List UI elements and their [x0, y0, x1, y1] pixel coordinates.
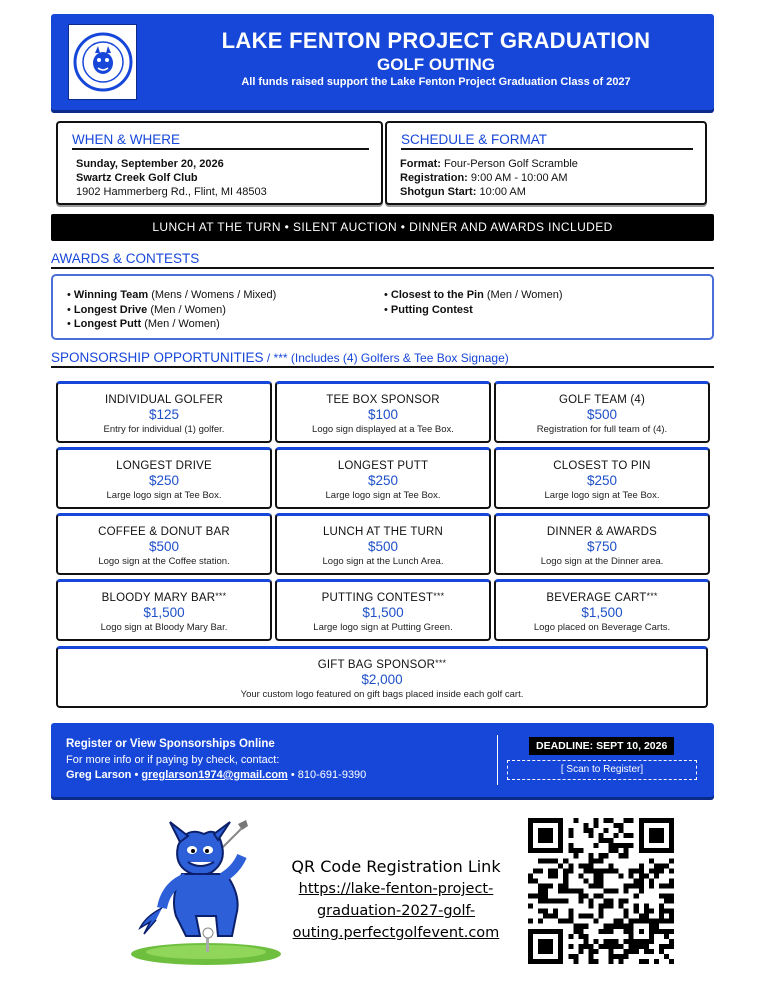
- sponsor-card: [56, 513, 272, 575]
- schedule-box: [385, 121, 707, 205]
- sponsor-desc: Your custom logo featured on gift bags placed inside each golf cart.: [240, 689, 524, 700]
- register-info: For more info or if paying by check, contact:: [66, 754, 280, 766]
- sponsor-name: DINNER & AWARDS: [546, 526, 658, 538]
- sponsor-price: $250: [148, 473, 180, 488]
- event-address: 1902 Hammerberg Rd., Flint, MI 48503: [76, 186, 267, 198]
- sponsor-stars: ***: [215, 591, 227, 601]
- award-item: • Longest Drive (Men / Women): [67, 303, 226, 316]
- sponsor-price: $250: [586, 473, 618, 488]
- contact-phone: • 810-691-9390: [287, 769, 367, 781]
- sponsor-card: [56, 579, 272, 641]
- scan-to-register[interactable]: [ Scan to Register]: [507, 760, 697, 780]
- schedule-heading: SCHEDULE & FORMAT: [401, 132, 693, 150]
- sponsor-name: COFFEE & DONUT BAR: [98, 526, 230, 538]
- sponsor-card: [275, 447, 491, 509]
- sponsor-desc: Logo sign displayed at a Tee Box.: [312, 424, 454, 435]
- event-subtitle: GOLF OUTING: [376, 55, 496, 74]
- sponsor-name: PUTTING CONTEST: [321, 592, 434, 604]
- sponsor-name: LONGEST PUTT: [337, 460, 429, 472]
- sponsor-name: LUNCH AT THE TURN: [322, 526, 444, 538]
- sponsor-stars: ***: [433, 591, 445, 601]
- sponsor-desc: Logo sign at Bloody Mary Bar.: [100, 622, 228, 633]
- sponsor-card: [56, 381, 272, 443]
- awards-box: [51, 274, 714, 340]
- sponsor-card-gift-bag: GIFT BAG SPONSOR*** $2,000 Your custom logo featured on gift bags placed inside each golf cart.: [56, 646, 708, 708]
- sponsor-desc: Logo sign at the Coffee station.: [98, 556, 230, 567]
- event-venue: Swartz Creek Golf Club: [76, 172, 198, 184]
- contact-email-link[interactable]: greglarson1974@gmail.com: [141, 769, 288, 781]
- sponsor-price: $250: [367, 473, 399, 488]
- sponsor-desc: Large logo sign at Tee Box.: [106, 490, 222, 501]
- sponsor-price: $1,500: [581, 605, 623, 620]
- sponsor-card: [275, 381, 491, 443]
- sponsor-price: $1,500: [143, 605, 185, 620]
- sponsor-card: [494, 579, 710, 641]
- awards-heading: AWARDS & CONTESTS: [51, 251, 714, 269]
- sponsor-desc: Logo sign at the Dinner area.: [540, 556, 664, 567]
- sponsor-price: $500: [148, 539, 180, 554]
- contact-name: Greg Larson: [66, 769, 132, 781]
- sponsor-card: [494, 447, 710, 509]
- sponsorship-heading-note: / *** (Includes (4) Golfers & Tee Box Signage): [263, 351, 509, 365]
- registration-link[interactable]: https://lake-fenton-project- graduation-2027-golf- outing.perfectgolfevent.com: [292, 881, 500, 941]
- sponsor-card: [275, 513, 491, 575]
- sponsor-desc: Logo placed on Beverage Carts.: [533, 622, 671, 633]
- format-value: Four-Person Golf Scramble: [444, 158, 578, 170]
- sponsor-price: $2,000: [361, 672, 403, 687]
- awards-right-list: [384, 288, 562, 317]
- sponsorship-heading: SPONSORSHIP OPPORTUNITIES / *** (Includes (4) Golfers & Tee Box Signage): [51, 350, 714, 368]
- sponsor-name: INDIVIDUAL GOLFER: [105, 394, 223, 406]
- sponsor-name: LONGEST DRIVE: [116, 460, 212, 472]
- sponsor-desc: Large logo sign at Putting Green.: [313, 622, 453, 633]
- format-label: Format:: [400, 158, 441, 170]
- qr-code-icon[interactable]: [528, 818, 674, 964]
- sponsor-card: [494, 513, 710, 575]
- sponsor-price: $500: [586, 407, 618, 422]
- sponsor-name: TEE BOX SPONSOR: [326, 394, 440, 406]
- when-where-heading: WHEN & WHERE: [72, 132, 369, 150]
- register-bar: [51, 723, 714, 797]
- sponsor-name: BLOODY MARY BAR: [101, 592, 216, 604]
- qr-text-block: [276, 857, 516, 944]
- award-item: • Longest Putt (Men / Women): [67, 318, 220, 330]
- qr-title: QR Code Registration Link: [291, 857, 501, 876]
- registration-label: Registration:: [400, 172, 468, 184]
- header-banner: [51, 14, 714, 110]
- sponsor-card: [494, 381, 710, 443]
- school-logo: [68, 24, 137, 100]
- blue-devils-logo-icon: [73, 31, 133, 93]
- sponsor-desc: Registration for full team of (4).: [536, 424, 668, 435]
- event-title: LAKE FENTON PROJECT GRADUATION: [221, 28, 651, 53]
- shotgun-value: 10:00 AM: [479, 186, 526, 198]
- sponsor-price: $100: [367, 407, 399, 422]
- sponsor-name: GOLF TEAM (4): [558, 394, 646, 406]
- sponsor-price: $750: [586, 539, 618, 554]
- award-item: • Putting Contest: [384, 303, 473, 316]
- register-divider: [497, 735, 498, 785]
- event-note: All funds raised support the Lake Fenton Project Graduation Class of 2027: [241, 76, 631, 88]
- award-item: • Winning Team (Mens / Womens / Mixed): [67, 289, 277, 301]
- deadline-badge: DEADLINE: SEPT 10, 2026: [529, 737, 674, 755]
- sponsor-card: [275, 579, 491, 641]
- registration-value: 9:00 AM - 10:00 AM: [470, 172, 568, 184]
- included-banner: LUNCH AT THE TURN • SILENT AUCTION • DINNER AND AWARDS INCLUDED: [51, 214, 714, 241]
- when-where-box: [56, 121, 383, 205]
- event-date: Sunday, September 20, 2026: [76, 158, 224, 170]
- register-title[interactable]: Register or View Sponsorships Online: [66, 738, 275, 750]
- sponsor-price: $125: [148, 407, 180, 422]
- sponsor-name: BEVERAGE CART: [546, 592, 647, 604]
- sponsor-desc: Large logo sign at Tee Box.: [325, 490, 441, 501]
- shotgun-label: Shotgun Start:: [400, 186, 477, 198]
- awards-left-list: [67, 288, 276, 332]
- award-item: • Closest to the Pin (Men / Women): [384, 289, 563, 301]
- sponsor-price: $1,500: [362, 605, 404, 620]
- sponsor-desc: Entry for individual (1) golfer.: [103, 424, 225, 435]
- sponsor-name: GIFT BAG SPONSOR: [317, 659, 436, 671]
- sponsor-price: $500: [367, 539, 399, 554]
- blue-devil-golfer-icon: [126, 816, 286, 968]
- sponsor-desc: Large logo sign at Tee Box.: [544, 490, 660, 501]
- contact-line: Greg Larson • greglarson1974@gmail.com • 810-691-9390: [66, 769, 367, 781]
- sponsor-name: CLOSEST TO PIN: [553, 460, 651, 472]
- sponsor-stars: ***: [646, 591, 658, 601]
- sponsor-desc: Logo sign at the Lunch Area.: [322, 556, 444, 567]
- sponsor-card: [56, 447, 272, 509]
